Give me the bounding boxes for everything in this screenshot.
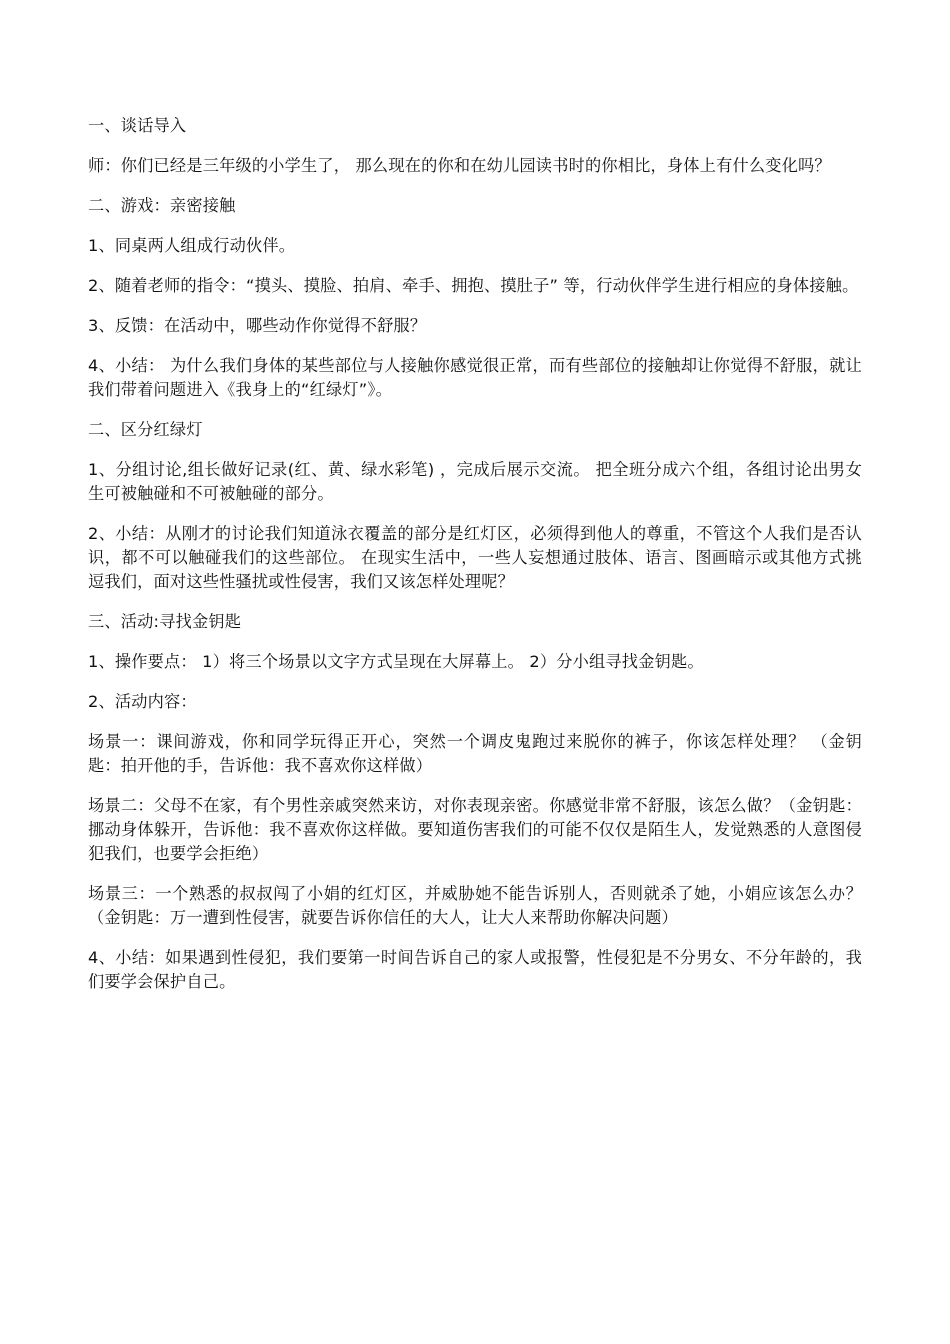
section-heading-activity: 三、活动:寻找金钥匙 xyxy=(88,612,242,631)
game-summary: 4、小结： 为什么我们身体的某些部位与人接触你感觉很正常，而有些部位的接触却让你觉得不舒服，就让我们带着问题进入《我身上的“红绿灯”》。 xyxy=(88,356,862,399)
activity-step-1: 1、操作要点： 1）将三个场景以文字方式呈现在大屏幕上。 2）分小组寻找金钥匙。 xyxy=(88,652,704,671)
scenario-2: 场景二：父母不在家，有个男性亲戚突然来访，对你表现亲密。你感觉非常不舒服，该怎么做？（金钥匙：挪动身体躲开，告诉他：我不喜欢你这样做。要知道伤害我们的可能不仅仅是陌生人，发觉熟悉的人意图侵犯我们，也要学会拒绝） xyxy=(88,796,862,863)
game-step-2: 2、随着老师的指令：“摸头、摸脸、拍肩、牵手、拥抱、摸肚子” 等，行动伙伴学生进行相应的身体接触。 xyxy=(88,276,859,295)
scenario-1: 场景一：课间游戏，你和同学玩得正开心，突然一个调皮鬼跑过来脱你的裤子，你该怎样处理？ （金钥匙：拍开他的手，告诉他：我不喜欢你这样做） xyxy=(88,732,862,775)
document-page xyxy=(88,114,862,1010)
activity-step-2: 2、活动内容： xyxy=(88,692,197,711)
lights-step-1: 1、分组讨论,组长做好记录(红、黄、绿水彩笔) ，完成后展示交流。 把全班分成六个组，各组讨论出男女生可被触碰和不可被触碰的部分。 xyxy=(88,460,862,503)
section-heading-game: 二、游戏：亲密接触 xyxy=(88,196,236,215)
game-step-3: 3、反馈：在活动中，哪些动作你觉得不舒服？ xyxy=(88,316,427,335)
final-summary: 4、小结：如果遇到性侵犯，我们要第一时间告诉自己的家人或报警，性侵犯是不分男女、不分年龄的，我们要学会保护自己。 xyxy=(88,948,862,991)
teacher-question: 师：你们已经是三年级的小学生了， 那么现在的你和在幼儿园读书时的你相比，身体上有什么变化吗？ xyxy=(88,156,831,175)
game-step-1: 1、同桌两人组成行动伙伴。 xyxy=(88,236,296,255)
scenario-3: 场景三：一个熟悉的叔叔闯了小娟的红灯区，并威胁她不能告诉别人，否则就杀了她，小娟应该怎么办？ （金钥匙：万一遭到性侵害，就要告诉你信任的大人，让大人来帮助你解决问题） xyxy=(88,884,862,927)
lights-summary: 2、小结：从刚才的讨论我们知道泳衣覆盖的部分是红灯区，必须得到他人的尊重，不管这个人我们是否认识，都不可以触碰我们的这些部位。 在现实生活中，一些人妄想通过肢体、语言、图画暗示或其他方式挑逗我们，面对这些性骚扰或性侵害，我们又该怎样处理呢？ xyxy=(88,524,862,591)
section-heading-intro: 一、谈话导入 xyxy=(88,116,187,135)
section-heading-lights: 二、区分红绿灯 xyxy=(88,420,203,439)
